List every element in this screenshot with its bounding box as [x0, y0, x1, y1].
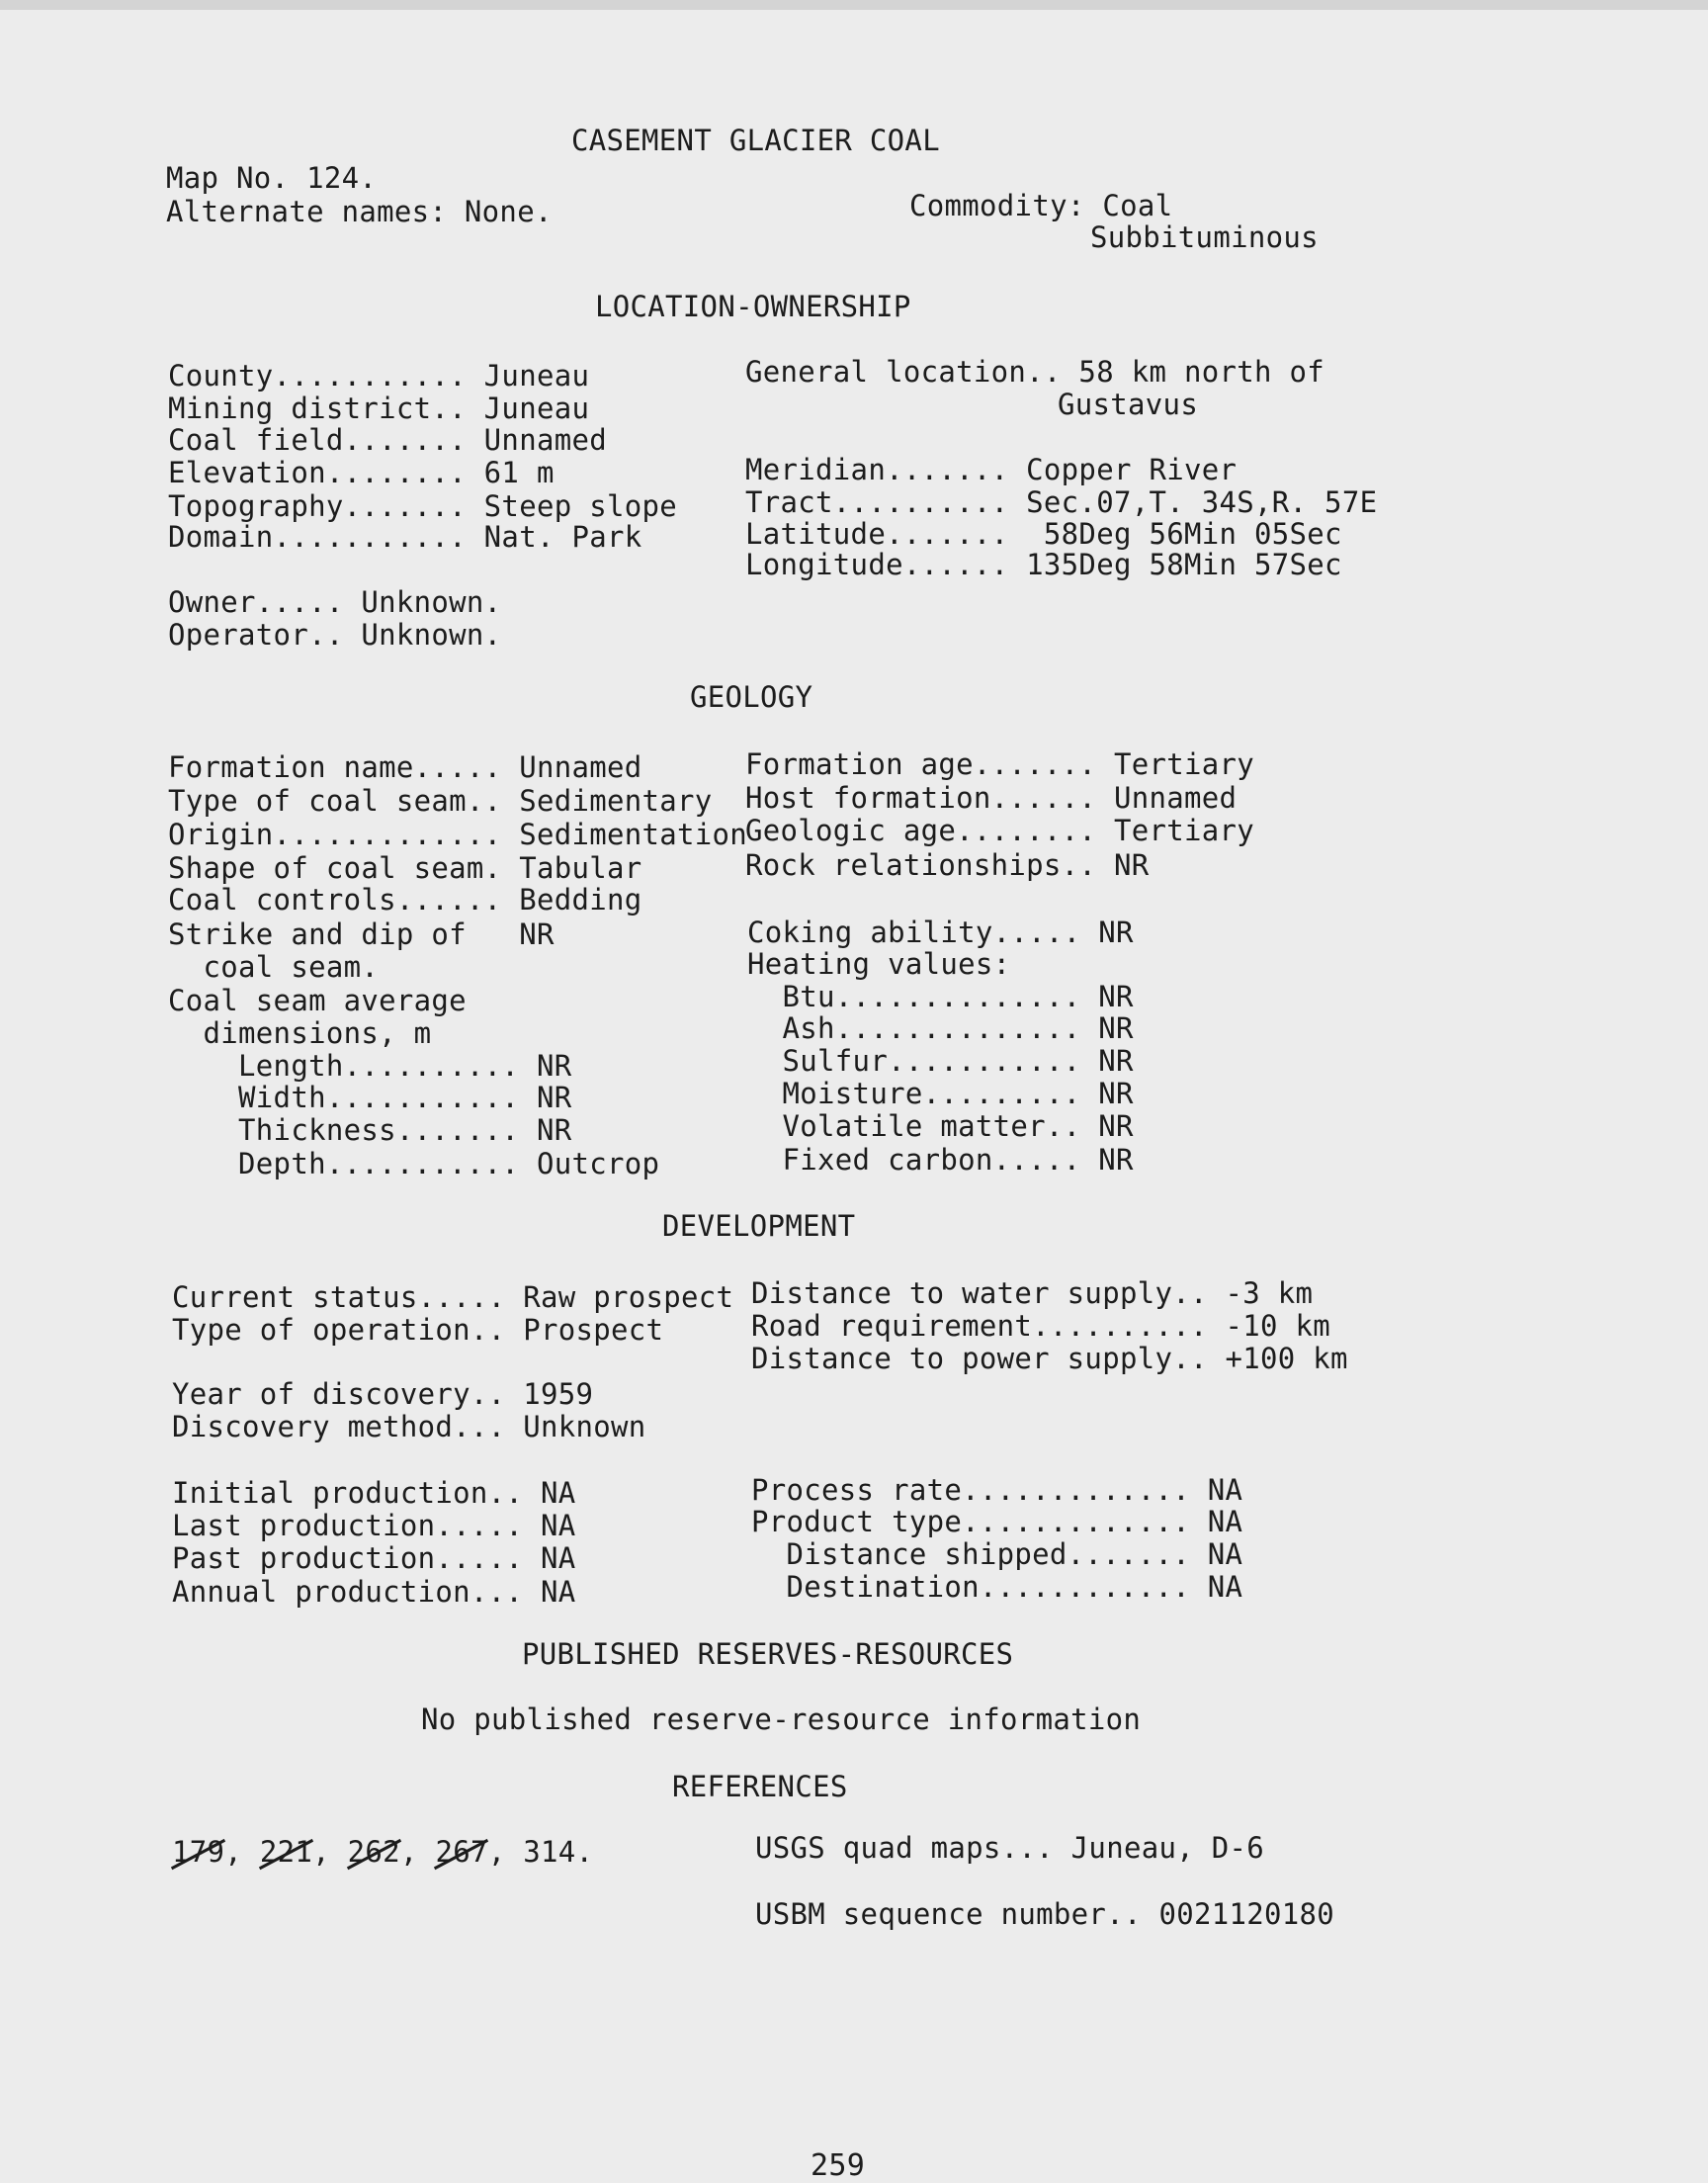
page-number: 259: [811, 2148, 866, 2183]
map-number: Map No. 124.: [166, 161, 378, 195]
field-sulfur: Sulfur........... NR: [747, 1044, 1134, 1078]
usgs-quad-maps: USGS quad maps... Juneau, D-6: [755, 1831, 1265, 1865]
commodity: Commodity: Coal: [909, 189, 1173, 222]
alternate-names: Alternate names: None.: [166, 195, 553, 228]
field-initial-production: Initial production.. NA: [172, 1476, 576, 1510]
field-latitude: Latitude....... 58Deg 56Min 05Sec: [745, 517, 1342, 551]
reference-list: 179, 221, 262, 267, 314.: [172, 1835, 594, 1869]
field-depth: Depth........... Outcrop: [168, 1147, 660, 1180]
field-domain: Domain........... Nat. Park: [168, 520, 642, 554]
field-longitude: Longitude...... 135Deg 58Min 57Sec: [745, 548, 1342, 581]
field-geologic-age: Geologic age........ Tertiary: [745, 814, 1255, 847]
field-tract: Tract.......... Sec.07,T. 34S,R. 57E: [745, 485, 1378, 519]
field-btu: Btu.............. NR: [747, 980, 1134, 1013]
usbm-sequence-number: USBM sequence number.. 0021120180: [755, 1897, 1335, 1931]
field-process-rate: Process rate............. NA: [751, 1473, 1243, 1507]
field-meridian: Meridian....... Copper River: [745, 453, 1238, 486]
reserves-heading: PUBLISHED RESERVES-RESOURCES: [522, 1637, 1014, 1671]
field-fixed-carbon: Fixed carbon..... NR: [747, 1143, 1134, 1177]
field-strike-and-dip-cont: coal seam.: [168, 950, 380, 984]
field-dimensions: dimensions, m: [168, 1016, 432, 1050]
field-shape-of-coal-seam: Shape of coal seam. Tabular: [168, 851, 642, 885]
field-past-production: Past production..... NA: [172, 1541, 576, 1575]
geology-heading: GEOLOGY: [690, 680, 813, 714]
reference-struck: 262: [347, 1835, 400, 1869]
field-discovery-method: Discovery method... Unknown: [172, 1410, 646, 1443]
reference-struck: 221: [259, 1835, 313, 1869]
field-elevation: Elevation........ 61 m: [168, 456, 555, 489]
field-ash: Ash.............. NR: [747, 1011, 1134, 1045]
field-type-of-operation: Type of operation.. Prospect: [172, 1313, 664, 1347]
field-origin: Origin............. Sedimentation: [168, 818, 748, 851]
field-distance-to-power: Distance to power supply.. +100 km: [751, 1342, 1348, 1375]
location-ownership-heading: LOCATION-OWNERSHIP: [595, 290, 911, 323]
document-title: CASEMENT GLACIER COAL: [571, 124, 940, 157]
field-thickness: Thickness....... NR: [168, 1113, 572, 1147]
field-general-location-cont: Gustavus: [1058, 388, 1199, 421]
field-annual-production: Annual production... NA: [172, 1575, 576, 1609]
field-coal-seam-average: Coal seam average: [168, 984, 467, 1017]
field-topography: Topography....... Steep slope: [168, 489, 678, 523]
field-formation-age: Formation age....... Tertiary: [745, 747, 1255, 781]
reference-active: 314.: [523, 1835, 594, 1869]
field-destination: Destination............ NA: [751, 1570, 1243, 1604]
field-rock-relationships: Rock relationships.. NR: [745, 848, 1150, 882]
field-coal-controls: Coal controls...... Bedding: [168, 883, 642, 917]
field-road-requirement: Road requirement.......... -10 km: [751, 1309, 1331, 1343]
scan-edge: [0, 0, 1708, 10]
field-last-production: Last production..... NA: [172, 1509, 576, 1542]
field-type-of-coal-seam: Type of coal seam.. Sedimentary: [168, 784, 713, 818]
field-general-location: General location.. 58 km north of: [745, 355, 1325, 389]
field-operator: Operator.. Unknown.: [168, 618, 502, 652]
field-coal-field: Coal field....... Unnamed: [168, 423, 607, 457]
field-product-type: Product type............. NA: [751, 1505, 1243, 1538]
field-distance-shipped: Distance shipped....... NA: [751, 1537, 1243, 1571]
field-county: County........... Juneau: [168, 359, 590, 393]
field-distance-to-water: Distance to water supply.. -3 km: [751, 1276, 1314, 1310]
field-volatile-matter: Volatile matter.. NR: [747, 1109, 1134, 1143]
reserves-text: No published reserve-resource information: [421, 1703, 1142, 1736]
field-mining-district: Mining district.. Juneau: [168, 392, 590, 425]
field-formation-name: Formation name..... Unnamed: [168, 750, 642, 784]
field-year-of-discovery: Year of discovery.. 1959: [172, 1377, 594, 1411]
field-strike-and-dip: Strike and dip of NR: [168, 917, 555, 951]
field-length: Length.......... NR: [168, 1049, 572, 1083]
reference-struck: 267: [435, 1835, 488, 1869]
field-moisture: Moisture......... NR: [747, 1077, 1134, 1110]
field-coking-ability: Coking ability..... NR: [747, 916, 1134, 949]
field-heating-values: Heating values:: [747, 947, 1011, 981]
references-heading: REFERENCES: [672, 1770, 848, 1803]
field-width: Width........... NR: [168, 1081, 572, 1114]
development-heading: DEVELOPMENT: [662, 1209, 856, 1243]
field-current-status: Current status..... Raw prospect: [172, 1280, 734, 1314]
commodity-type: Subbituminous: [1090, 220, 1319, 254]
field-host-formation: Host formation...... Unnamed: [745, 781, 1238, 815]
reference-struck: 179: [172, 1835, 225, 1869]
field-owner: Owner..... Unknown.: [168, 585, 502, 619]
